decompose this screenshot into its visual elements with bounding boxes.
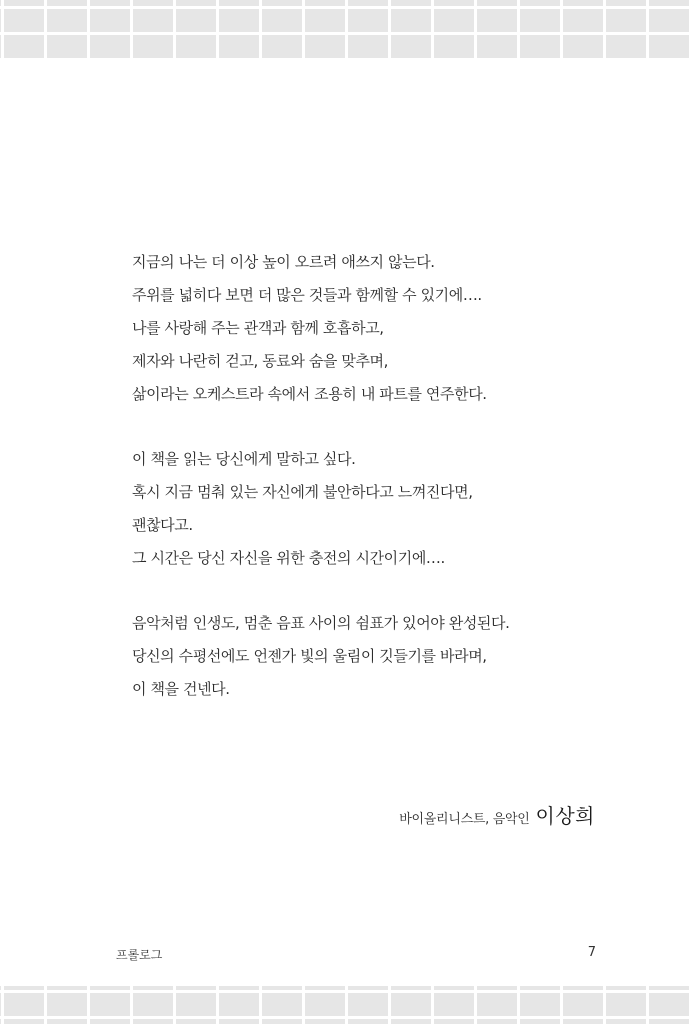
bottom-grid-border — [0, 986, 691, 1024]
author-role: 바이올리니스트, 음악인 — [399, 812, 530, 827]
text-line: 나를 사랑해 주는 관객과 함께 호흡하고, — [132, 319, 384, 337]
text-line: 혹시 지금 멈춰 있는 자신에게 불안하다고 느껴진다면, — [132, 483, 473, 501]
top-grid-border — [0, 0, 691, 58]
text-line: 제자와 나란히 걷고, 동료와 숨을 맞추며, — [132, 352, 389, 370]
text-line: 삶이라는 오케스트라 속에서 조용히 내 파트를 연주한다. — [132, 385, 487, 403]
author-name: 이상희 — [535, 804, 595, 828]
author-signature — [399, 800, 595, 829]
paragraph-2 — [132, 443, 612, 575]
paragraph-3 — [132, 607, 612, 706]
text-line: 당신의 수평선에도 언젠가 빛의 울림이 깃들기를 바라며, — [132, 647, 487, 665]
text-line: 그 시간은 당신 자신을 위한 충전의 시간이기에…. — [132, 549, 445, 567]
page-number: 7 — [587, 945, 596, 960]
paragraph-1 — [132, 246, 612, 411]
prologue-text — [132, 246, 612, 738]
text-line: 음악처럼 인생도, 멈춘 음표 사이의 쉼표가 있어야 완성된다. — [132, 614, 510, 632]
text-line: 괜찮다고. — [132, 516, 193, 534]
text-line: 지금의 나는 더 이상 높이 오르려 애쓰지 않는다. — [132, 253, 435, 271]
text-line: 주위를 넓히다 보면 더 많은 것들과 함께할 수 있기에…. — [132, 286, 482, 304]
text-line: 이 책을 건넨다. — [132, 680, 230, 698]
section-label: 프롤로그 — [116, 948, 163, 962]
text-line: 이 책을 읽는 당신에게 말하고 싶다. — [132, 450, 356, 468]
